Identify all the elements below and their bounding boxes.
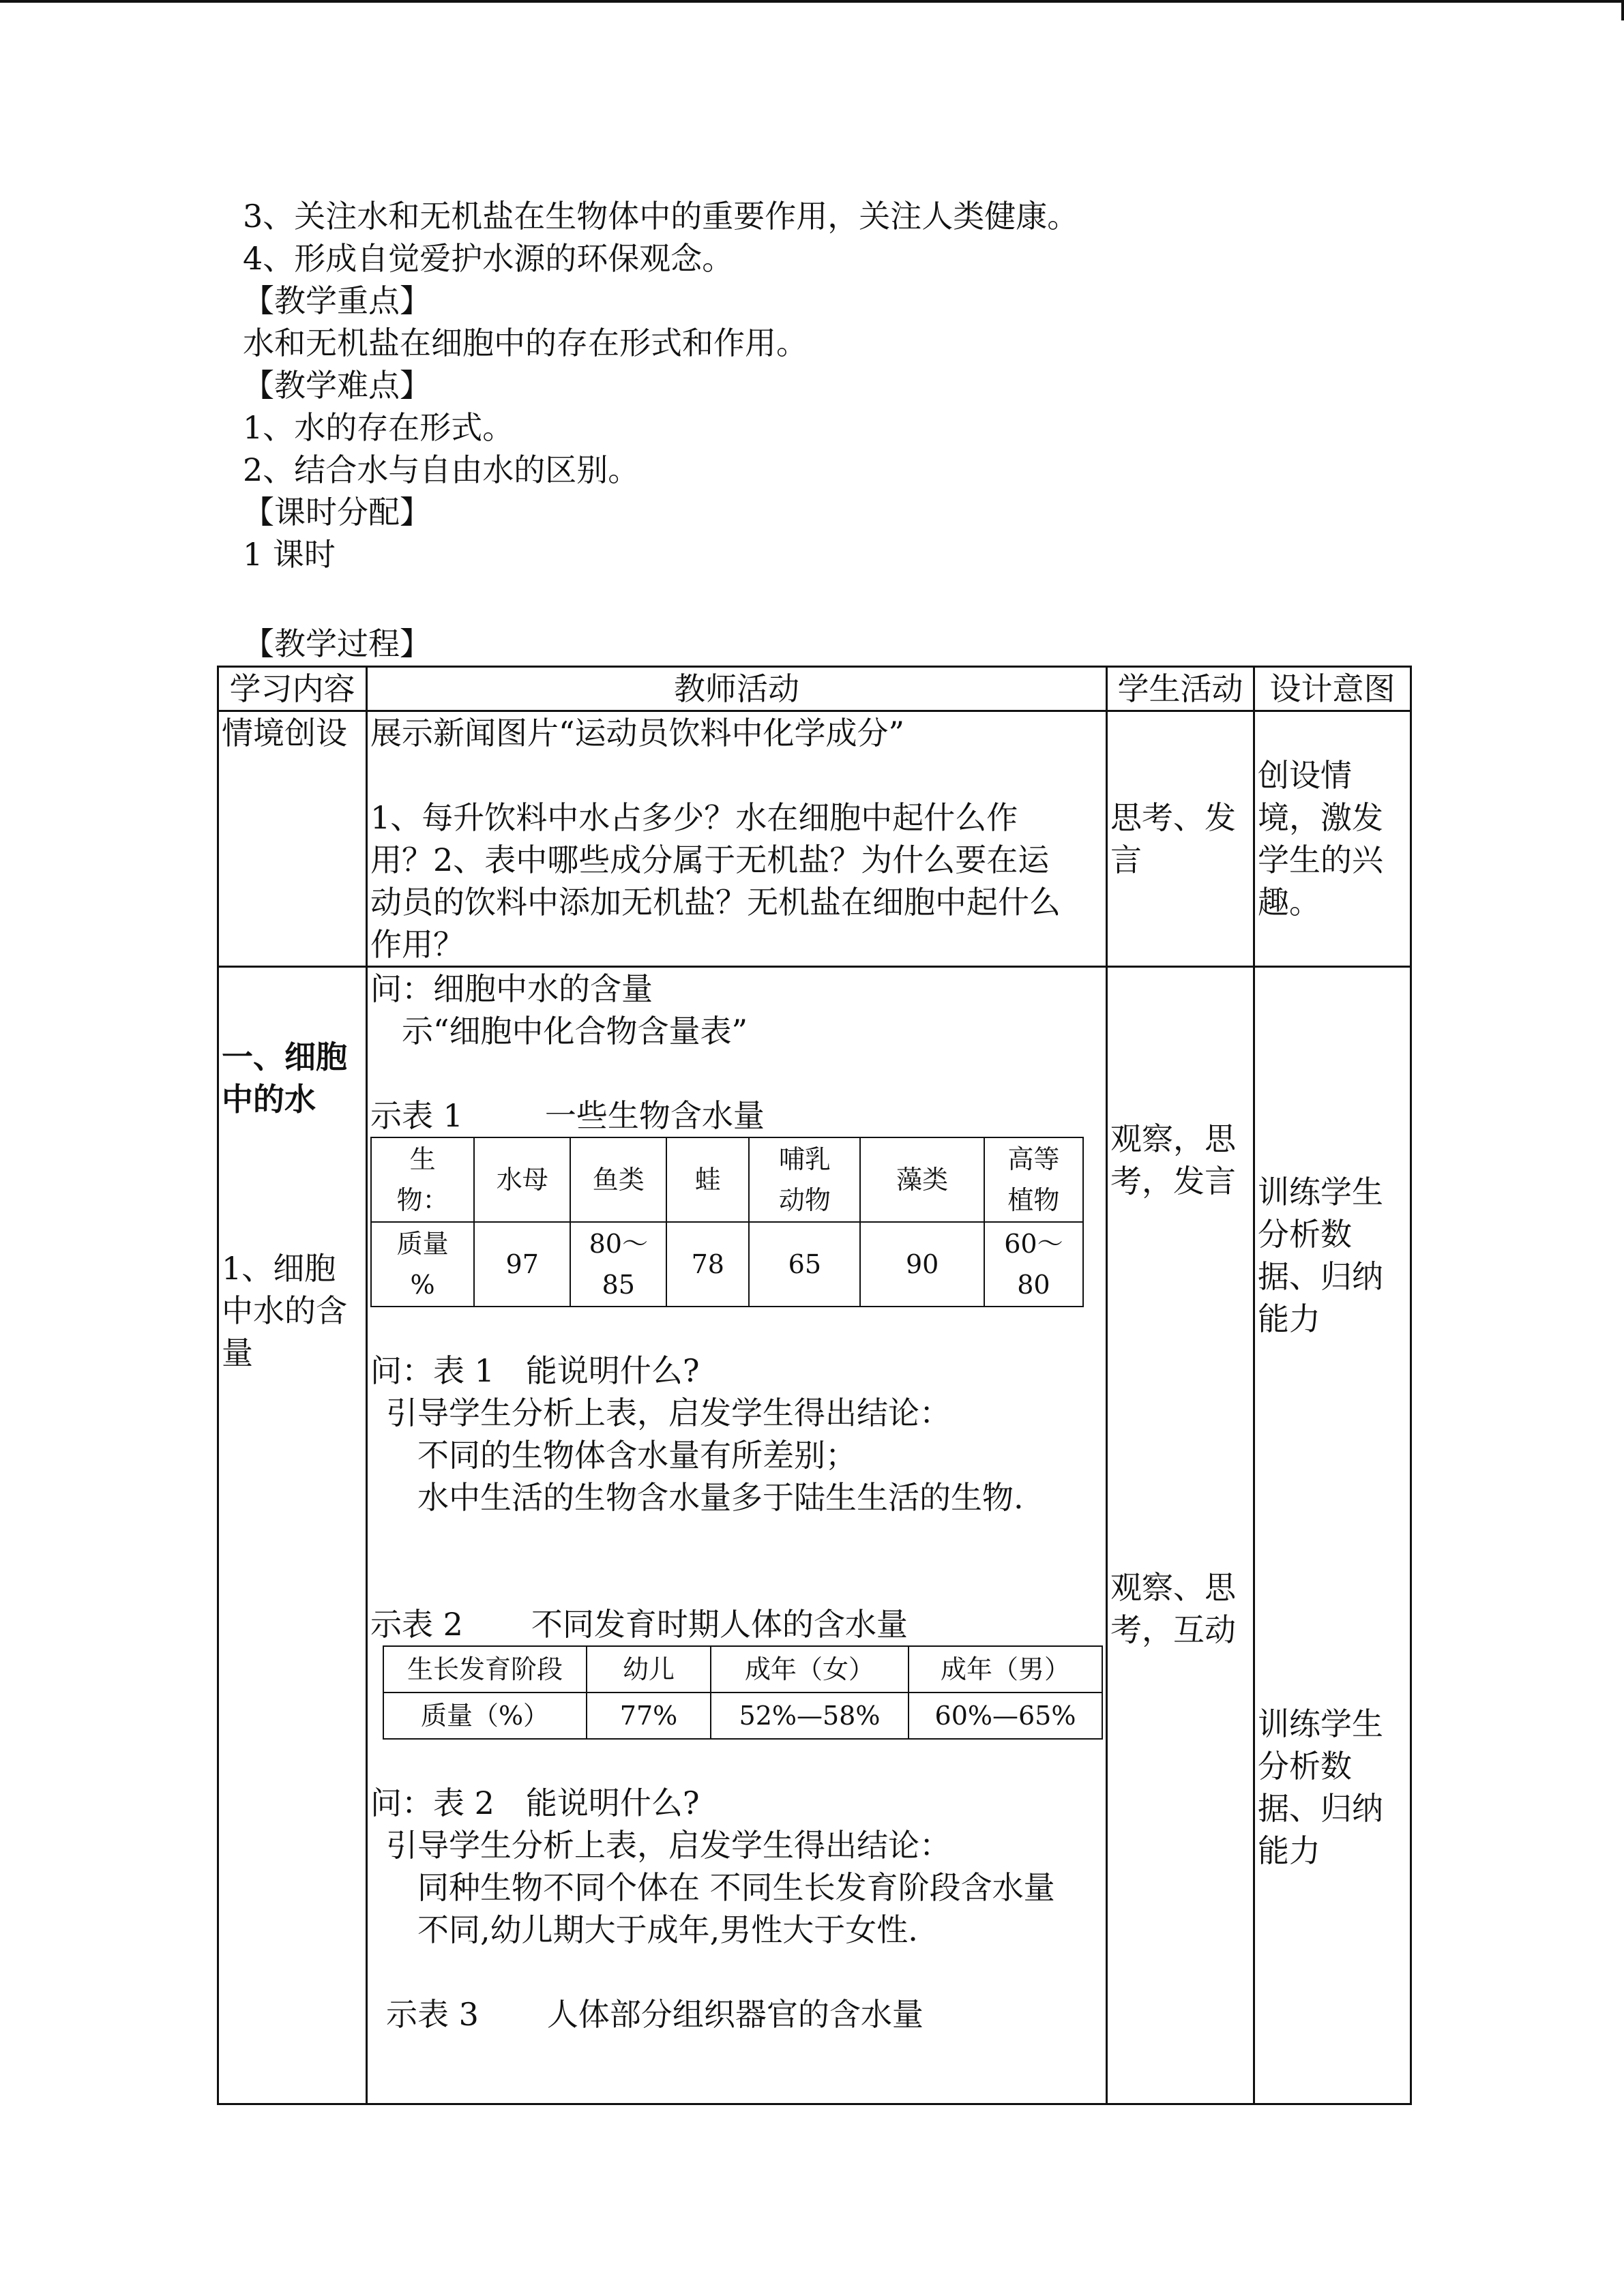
row2-intent-line: 分析数 bbox=[1258, 1216, 1352, 1253]
objective-4: 4、形成自觉爱护水源的环保观念。 bbox=[243, 240, 734, 277]
cell-line: 物： bbox=[396, 1185, 449, 1215]
question-table1: 问：表 1 能说明什么? bbox=[370, 1352, 700, 1389]
row2-intent-line: 分析数 bbox=[1258, 1748, 1352, 1785]
subsection-line: 1、细胞 bbox=[222, 1250, 336, 1287]
question-water-content: 问：细胞中水的含量 bbox=[370, 970, 653, 1007]
spacer bbox=[1110, 754, 1250, 796]
table1-value-cell: 90 bbox=[860, 1222, 984, 1307]
row2-intent-line: 能力 bbox=[1258, 1832, 1320, 1869]
cell-line: 哺乳 bbox=[778, 1144, 831, 1174]
cell-line: 动物 bbox=[778, 1185, 831, 1215]
row1-teacher bbox=[367, 711, 1107, 967]
table2-header-cell: 幼儿 bbox=[587, 1646, 711, 1693]
spacer bbox=[370, 1307, 1103, 1350]
row2-intent-line: 训练学生 bbox=[1258, 1174, 1383, 1210]
water-content-table-2 bbox=[383, 1645, 1103, 1740]
row1-q-line: 用？2、表中哪些成分属于无机盐？为什么要在运 bbox=[370, 841, 1050, 878]
water-content-table-1 bbox=[370, 1137, 1084, 1307]
cell-line: 生 bbox=[409, 1144, 436, 1174]
class-hours-title: 【课时分配】 bbox=[243, 494, 431, 531]
header-intent: 设计意图 bbox=[1254, 667, 1411, 711]
conclusion-1-line: 水中生活的生物含水量多于陆生生活的生物. bbox=[417, 1479, 1024, 1516]
table2-value-cell: 52%—58% bbox=[711, 1693, 909, 1739]
table1-caption-text: 一些生物含水量 bbox=[544, 1097, 765, 1134]
spacer bbox=[222, 1120, 363, 1247]
row1-intent-line: 趣。 bbox=[1258, 884, 1320, 921]
row1-student bbox=[1107, 711, 1254, 967]
table2-value-cell: 60%—65% bbox=[909, 1693, 1102, 1739]
table1-header-cell bbox=[371, 1137, 474, 1222]
table2-header-row bbox=[383, 1646, 1102, 1693]
row2-student bbox=[1107, 967, 1254, 2104]
cell-line: 植物 bbox=[1007, 1185, 1060, 1215]
key-points-text: 水和无机盐在细胞中的存在形式和作用。 bbox=[243, 325, 808, 361]
difficulty-2: 2、结合水与自由水的区别。 bbox=[243, 451, 640, 488]
table1-value-row bbox=[371, 1222, 1083, 1307]
row1-intent bbox=[1254, 711, 1411, 967]
spacer bbox=[1110, 1202, 1250, 1566]
guide-students-2: 引导学生分析上表，启发学生得出结论： bbox=[386, 1827, 951, 1864]
spacer bbox=[222, 968, 363, 1036]
section-title-line: 一、细胞 bbox=[222, 1039, 347, 1075]
table1-header-cell: 藻类 bbox=[860, 1137, 984, 1222]
cell-line: 60～ bbox=[1004, 1229, 1063, 1259]
table1-header-cell: 鱼类 bbox=[570, 1137, 666, 1222]
table1-value-cell bbox=[984, 1222, 1083, 1307]
section-title-line: 中的水 bbox=[222, 1081, 316, 1118]
table2-header-cell: 成年（男） bbox=[909, 1646, 1102, 1693]
row1-q-line: 动员的饮料中添加无机盐？无机盐在细胞中起什么 bbox=[370, 884, 1061, 921]
cell-line: 80 bbox=[1017, 1270, 1050, 1300]
table-row-water bbox=[218, 967, 1411, 2104]
row2-student-line: 考，互动 bbox=[1110, 1611, 1236, 1648]
row1-teacher-title: 展示新闻图片“运动员饮料中化学成分” bbox=[370, 715, 905, 751]
question-table2: 问：表 2 能说明什么? bbox=[370, 1785, 700, 1821]
table1-value-cell: 65 bbox=[749, 1222, 860, 1307]
cell-line: % bbox=[410, 1270, 435, 1300]
cell-line: 质量 bbox=[396, 1229, 449, 1259]
header-student: 学生活动 bbox=[1107, 667, 1254, 711]
table2-caption bbox=[370, 1603, 1103, 1645]
row2-intent bbox=[1254, 967, 1411, 2104]
table2-caption-num: 示表 2 bbox=[370, 1606, 463, 1643]
row2-intent-line: 据、归纳 bbox=[1258, 1258, 1383, 1295]
table1-header-row bbox=[371, 1137, 1083, 1222]
row1-student-line: 言 bbox=[1110, 841, 1142, 878]
table2-value-row bbox=[383, 1693, 1102, 1739]
row1-q-line: 1、每升饮料中水占多少？水在细胞中起什么作 bbox=[370, 799, 1018, 836]
spacer bbox=[370, 754, 1103, 796]
row2-intent-line: 能力 bbox=[1258, 1300, 1320, 1337]
header-content: 学习内容 bbox=[218, 667, 367, 711]
objective-3: 3、关注水和无机盐在生物体中的重要作用，关注人类健康。 bbox=[243, 198, 1079, 235]
show-compound-table: 示“细胞中化合物含量表” bbox=[402, 1013, 748, 1049]
row1-intent-line: 境，激发 bbox=[1258, 799, 1383, 836]
table2-header-cell: 生长发育阶段 bbox=[383, 1646, 587, 1693]
difficulties-title: 【教学难点】 bbox=[243, 367, 431, 404]
spacer bbox=[1110, 712, 1250, 754]
row2-intent-line: 据、归纳 bbox=[1258, 1790, 1383, 1827]
row1-content: 情境创设 bbox=[218, 711, 367, 967]
spacer bbox=[1258, 1340, 1407, 1703]
cell-line: 高等 bbox=[1007, 1144, 1060, 1174]
row1-student-line: 思考、发 bbox=[1110, 799, 1236, 836]
process-title: 【教学过程】 bbox=[243, 625, 431, 662]
row1-intent-line: 学生的兴 bbox=[1258, 841, 1383, 878]
table1-value-cell bbox=[570, 1222, 666, 1307]
key-points-title: 【教学重点】 bbox=[243, 282, 431, 319]
spacer bbox=[1110, 968, 1250, 1118]
cell-line: 80～ bbox=[589, 1229, 648, 1259]
table3-caption bbox=[370, 1993, 1103, 2036]
conclusion-2-line: 不同,幼儿期大于成年,男性大于女性. bbox=[417, 1911, 918, 1948]
lesson-intro bbox=[243, 195, 1078, 576]
spacer bbox=[370, 1740, 1103, 1782]
row2-student-line: 观察、思 bbox=[1110, 1569, 1236, 1606]
table1-value-cell bbox=[371, 1222, 474, 1307]
table1-header-cell: 蛙 bbox=[666, 1137, 749, 1222]
table3-caption-text: 人体部分组织器官的含水量 bbox=[546, 1996, 924, 2033]
guide-students-1: 引导学生分析上表，启发学生得出结论： bbox=[386, 1395, 951, 1431]
spacer bbox=[370, 1519, 1103, 1603]
spacer bbox=[1258, 712, 1407, 754]
table2-value-cell: 77% bbox=[587, 1693, 711, 1739]
table2-header-cell: 成年（女） bbox=[711, 1646, 909, 1693]
teaching-process-table bbox=[217, 666, 1412, 2105]
table1-caption bbox=[370, 1094, 1103, 1137]
spacer bbox=[370, 1052, 1103, 1094]
table1-header-cell bbox=[984, 1137, 1083, 1222]
row1-intent-line: 创设情 bbox=[1258, 757, 1352, 794]
conclusion-1-line: 不同的生物体含水量有所差别； bbox=[417, 1437, 857, 1474]
table1-value-cell: 78 bbox=[666, 1222, 749, 1307]
page-top-border bbox=[0, 0, 1624, 3]
table1-caption-num: 示表 1 bbox=[370, 1097, 463, 1134]
table1-value-cell: 97 bbox=[474, 1222, 570, 1307]
cell-line: 85 bbox=[602, 1270, 635, 1300]
row1-q-line: 作用？ bbox=[370, 926, 464, 963]
spacer bbox=[370, 1951, 1103, 1993]
row2-intent-line: 训练学生 bbox=[1258, 1705, 1383, 1742]
page-corner-mark bbox=[1621, 0, 1624, 20]
table-row-situation bbox=[218, 711, 1411, 967]
header-teacher: 教师活动 bbox=[367, 667, 1107, 711]
table1-header-cell bbox=[749, 1137, 860, 1222]
class-hours-text: 1 课时 bbox=[243, 536, 336, 573]
conclusion-2-line: 同种生物不同个体在 不同生长发育阶段含水量 bbox=[417, 1869, 1055, 1906]
row2-student-line: 考，发言 bbox=[1110, 1163, 1236, 1199]
table2-value-cell: 质量（%） bbox=[383, 1693, 587, 1739]
table1-header-cell: 水母 bbox=[474, 1137, 570, 1222]
table-header-row bbox=[218, 667, 1411, 711]
spacer bbox=[1258, 968, 1407, 1171]
difficulty-1: 1、水的存在形式。 bbox=[243, 409, 514, 446]
table3-caption-num: 示表 3 bbox=[386, 1996, 479, 2033]
row2-student-line: 观察，思 bbox=[1110, 1120, 1236, 1157]
table2-caption-text: 不同发育时期人体的含水量 bbox=[531, 1606, 908, 1643]
subsection-line: 中水的含 bbox=[222, 1292, 347, 1329]
row2-teacher bbox=[367, 967, 1107, 2104]
row2-content bbox=[218, 967, 367, 2104]
subsection-line: 量 bbox=[222, 1335, 253, 1371]
